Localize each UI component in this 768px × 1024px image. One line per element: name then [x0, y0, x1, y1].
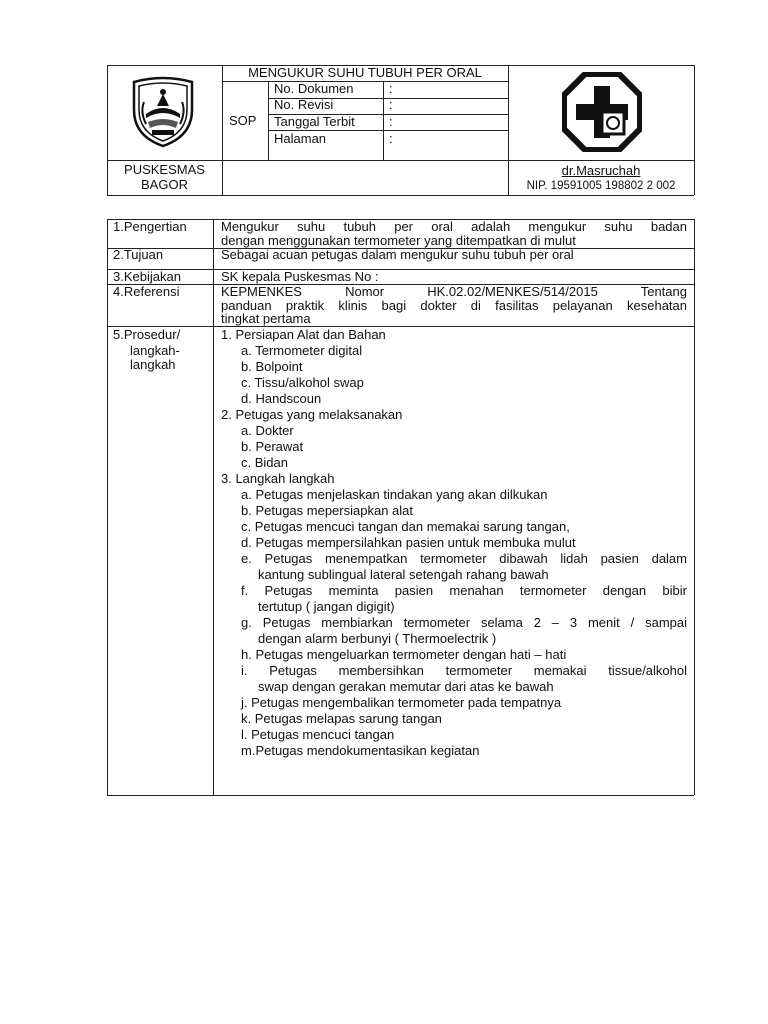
step-item: h. Petugas mengeluarkan termometer dengan hati – hati: [241, 647, 567, 662]
regency-emblem-icon: [124, 72, 202, 150]
field-sep: :: [389, 81, 393, 96]
label-tujuan: 2.Tujuan: [113, 247, 164, 262]
label-prosedur-line1: 5.Prosedur/: [113, 327, 181, 342]
step-item: b. Perawat: [241, 439, 304, 454]
step-item: c. Bidan: [241, 455, 288, 470]
field-label-no-dokumen: No. Dokumen: [274, 81, 354, 96]
step-item: k. Petugas melapas sarung tangan: [241, 711, 442, 726]
field-sep: :: [389, 131, 393, 146]
field-label-tanggal-terbit: Tanggal Terbit: [274, 114, 355, 129]
step-item: a. Petugas menjelaskan tindakan yang akan dilkukan: [241, 487, 548, 502]
step-heading: 2. Petugas yang melaksanakan: [221, 407, 403, 422]
text-pengertian-line2: dengan menggunakan termometer yang ditempatkan di mulut: [221, 233, 576, 248]
label-kebijakan: 3.Kebijakan: [113, 269, 181, 284]
step-item-continuation: swap dengan gerakan memutar dari atas ke bawah: [258, 679, 554, 694]
text-kebijakan: SK kepala Puskesmas No :: [221, 269, 379, 284]
field-sep: :: [389, 114, 393, 129]
step-item: d. Handscoun: [241, 391, 322, 406]
text-referensi-line2: panduan praktik klinis bagi dokter di fasilitas pelayanan kesehatan: [221, 298, 687, 313]
sop-label: SOP: [229, 113, 257, 128]
label-referensi: 4.Referensi: [113, 284, 180, 299]
step-item: d. Petugas mempersilahkan pasien untuk membuka mulut: [241, 535, 576, 550]
step-item: g. Petugas membiarkan termometer selama 2 – 3 menit / sampai: [241, 615, 687, 630]
text-referensi-line1: KEPMENKES Nomor HK.02.02/MENKES/514/2015 Tentang: [221, 284, 687, 299]
label-prosedur-line2: langkah-: [130, 343, 180, 358]
text-pengertian-line1: Mengukur suhu tubuh per oral adalah mengukur suhu badan: [221, 219, 687, 234]
step-item: j. Petugas mengembalikan termometer pada tempatnya: [241, 695, 562, 710]
org-name-line1: PUSKESMAS: [124, 162, 205, 177]
puskesmas-logo-icon: [562, 72, 642, 152]
field-label-halaman: Halaman: [274, 131, 327, 146]
step-item-continuation: dengan alarm berbunyi ( Thermoelectrik ): [258, 631, 497, 646]
text-referensi-line3: tingkat pertama: [221, 311, 311, 326]
org-name-line2: BAGOR: [141, 177, 188, 192]
step-heading: 1. Persiapan Alat dan Bahan: [221, 327, 386, 342]
step-heading: 3. Langkah langkah: [221, 471, 335, 486]
field-label-no-revisi: No. Revisi: [274, 97, 334, 112]
step-item: c. Tissu/alkohol swap: [241, 375, 364, 390]
procedure-steps: [221, 327, 687, 787]
label-pengertian: 1.Pengertian: [113, 219, 187, 234]
signer-nip: NIP. 19591005 198802 2 002: [526, 180, 676, 192]
step-item: b. Bolpoint: [241, 359, 303, 374]
signer-name: dr.Masruchah: [561, 163, 641, 178]
step-item: l. Petugas mencuci tangan: [241, 727, 395, 742]
sop-title: MENGUKUR SUHU TUBUH PER ORAL: [248, 65, 482, 80]
field-sep: :: [389, 97, 393, 112]
step-item: f. Petugas meminta pasien menahan termometer dengan bibir: [241, 583, 687, 598]
text-tujuan: Sebagai acuan petugas dalam mengukur suhu tubuh per oral: [221, 247, 574, 262]
step-item-continuation: tertutup ( jangan digigit): [258, 599, 395, 614]
step-item: e. Petugas menempatkan termometer dibawah lidah pasien dalam: [241, 551, 687, 566]
step-item: a. Termometer digital: [241, 343, 363, 358]
step-item: c. Petugas mencuci tangan dan memakai sarung tangan,: [241, 519, 570, 534]
step-item: m.Petugas mendokumentasikan kegiatan: [241, 743, 480, 758]
label-prosedur-line3: langkah: [130, 357, 176, 372]
step-item-continuation: kantung sublingual lateral setengah rahang bawah: [258, 567, 549, 582]
step-item: i. Petugas membersihkan termometer memakai tissue/alkohol: [241, 663, 687, 678]
step-item: a. Dokter: [241, 423, 294, 438]
step-item: b. Petugas mepersiapkan alat: [241, 503, 413, 518]
